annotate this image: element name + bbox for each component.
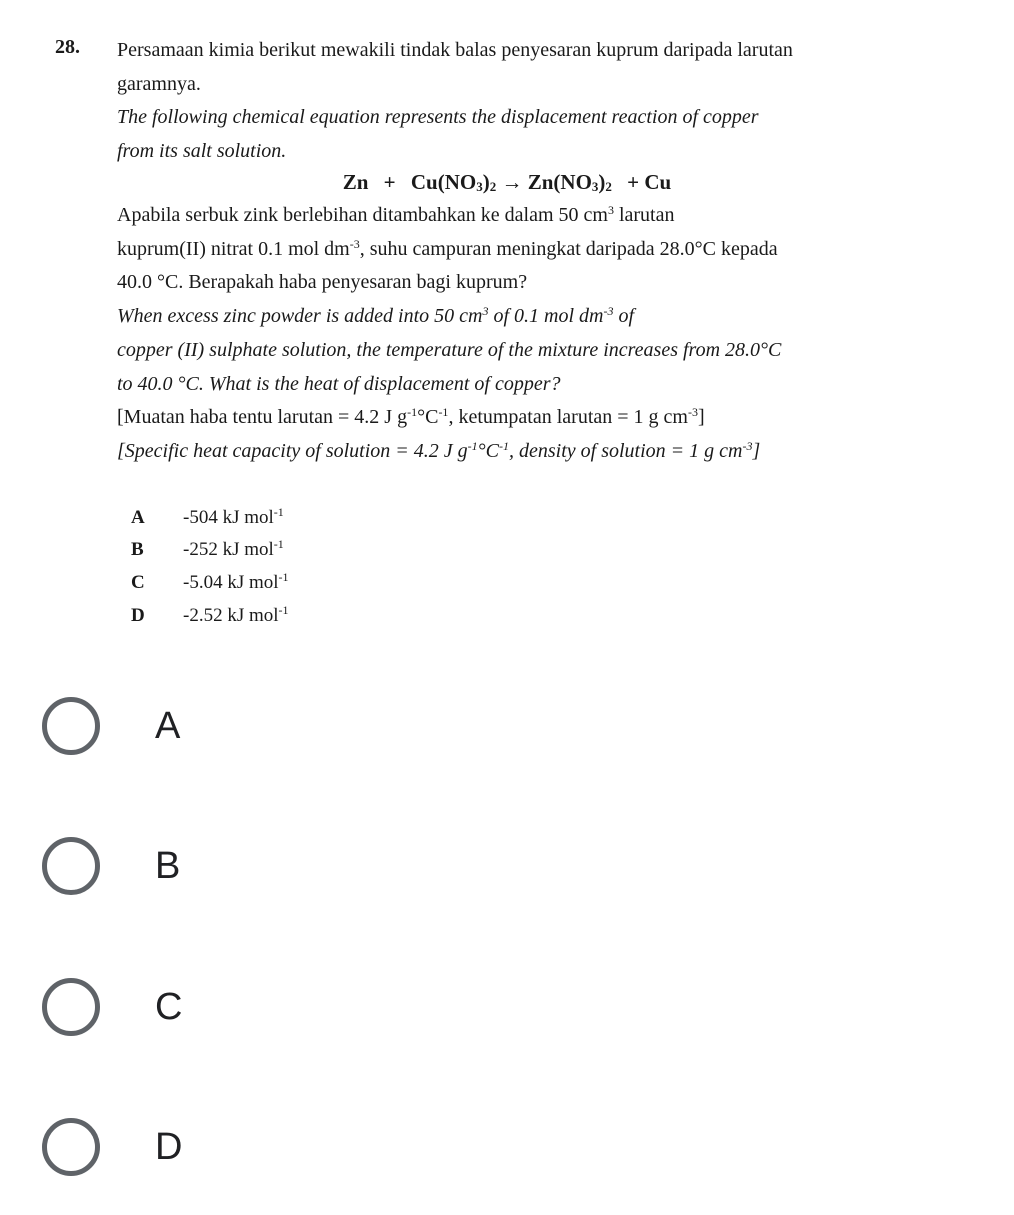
superscript: -1: [278, 570, 289, 584]
text: of 0.1 mol dm: [488, 305, 604, 327]
text: °C: [477, 440, 499, 462]
choice-label-a[interactable]: A: [155, 704, 181, 747]
choice-label-b[interactable]: B: [155, 844, 181, 887]
question-malay-line-2: garamnya.: [117, 73, 201, 95]
malay-body-line-3: 40.0 °C. Berapakah haba penyesaran bagi kuprum?: [117, 271, 528, 293]
choice-a[interactable]: [42, 691, 642, 761]
option-letter: B: [131, 539, 144, 560]
superscript: -1: [499, 439, 509, 453]
text: When excess zinc powder is added into 50 cm: [117, 305, 483, 327]
eq-paren: ): [482, 170, 490, 194]
eq-sub: 2: [605, 179, 612, 194]
option-value: -504 kJ mol: [183, 507, 274, 528]
text: °C: [417, 406, 439, 428]
eq-copper-nitrate: Cu(NO: [410, 170, 477, 194]
radio-button-c[interactable]: [42, 978, 100, 1036]
chemical-equation: [0, 170, 1014, 195]
eq-plus-2: +: [627, 170, 640, 194]
data-malay: [117, 405, 705, 429]
choice-label-d[interactable]: D: [155, 1125, 183, 1168]
text: Apabila serbuk zink berlebihan ditambahkan ke dalam 50 cm: [117, 204, 608, 226]
eq-cu: Cu: [644, 170, 672, 194]
question-malay-line-1: Persamaan kimia berikut mewakili tindak balas penyesaran kuprum daripada larutan: [117, 39, 793, 61]
malay-body-line-2: [117, 237, 778, 261]
eq-arrow: →: [501, 170, 523, 194]
superscript: -1: [273, 505, 284, 519]
option-value: -252 kJ mol: [183, 539, 274, 560]
question-english-line-2: from its salt solution.: [117, 140, 287, 162]
english-body-line-1: [117, 304, 634, 328]
radio-button-d[interactable]: [42, 1118, 100, 1176]
choice-d[interactable]: [42, 1112, 642, 1182]
english-body-line-2: copper (II) sulphate solution, the temperature of the mixture increases from 28.0°C: [117, 339, 782, 361]
text: , suhu campuran meningkat daripada 28.0°C kepada: [359, 238, 778, 260]
question-number: 28.: [55, 36, 80, 58]
option-row-a: [131, 507, 284, 529]
text: , density of solution = 1 g cm: [509, 440, 743, 462]
eq-zn: Zn: [342, 170, 369, 194]
eq-paren: ): [598, 170, 606, 194]
superscript: -1: [407, 405, 418, 419]
superscript: -3: [687, 405, 698, 419]
choice-label-c[interactable]: C: [155, 985, 183, 1028]
data-english: [117, 439, 760, 463]
eq-zinc-nitrate: Zn(NO: [527, 170, 592, 194]
text: kuprum(II) nitrat 0.1 mol dm: [117, 238, 350, 260]
malay-body-line-1: [117, 203, 674, 227]
radio-button-a[interactable]: [42, 697, 100, 755]
superscript: 3: [607, 203, 614, 217]
radio-button-b[interactable]: [42, 837, 100, 895]
choice-b[interactable]: [42, 831, 642, 901]
text: ]: [697, 406, 705, 428]
eq-sub: 3: [476, 179, 483, 194]
eq-sub: 3: [591, 179, 599, 194]
text: [Muatan haba tentu larutan = 4.2 J g: [117, 406, 408, 428]
superscript: -1: [467, 439, 478, 453]
option-letter: D: [131, 605, 145, 626]
option-row-b: [131, 539, 284, 561]
eq-plus-1: +: [383, 170, 396, 194]
question-english-line-1: The following chemical equation represents the displacement reaction of copper: [117, 106, 759, 128]
superscript: -3: [349, 237, 360, 251]
option-row-d: [131, 605, 289, 627]
option-letter: C: [131, 572, 145, 593]
superscript: 3: [482, 304, 489, 318]
option-row-c: [131, 572, 289, 594]
option-value: -2.52 kJ mol: [183, 605, 279, 626]
english-body-line-3: to 40.0 °C. What is the heat of displacement of copper?: [117, 373, 561, 395]
superscript: -1: [278, 603, 289, 617]
superscript: -3: [603, 304, 614, 318]
text: , ketumpatan larutan = 1 g cm: [448, 406, 688, 428]
text: [Specific heat capacity of solution = 4.2 J g: [117, 440, 468, 462]
text: of: [613, 305, 635, 327]
option-value: -5.04 kJ mol: [183, 572, 279, 593]
option-letter: A: [131, 507, 145, 528]
superscript: -3: [742, 439, 753, 453]
text: larutan: [613, 204, 675, 226]
choice-c[interactable]: [42, 972, 642, 1042]
eq-sub: 2: [489, 179, 497, 194]
text: ]: [752, 440, 761, 462]
superscript: -1: [273, 537, 284, 551]
superscript: -1: [438, 405, 449, 419]
